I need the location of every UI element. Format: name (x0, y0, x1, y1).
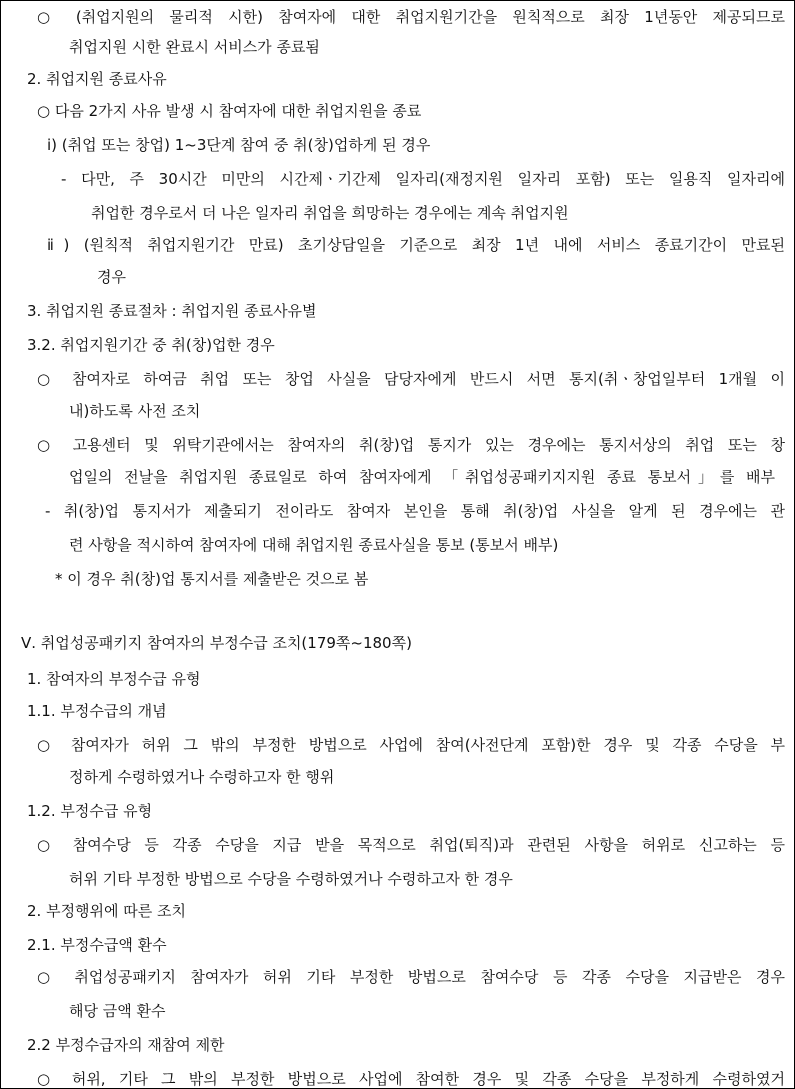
text-line: 허위 기타 부정한 방법으로 수당을 수령하였거나 수령하고자 한 경우 (69, 870, 513, 888)
text-line: ○ 참여자로 하여금 취업 또는 창업 사실을 담당자에게 반드시 서면 통지(취ㆍ창업일부터 1개월 이 (37, 370, 785, 388)
section-heading: 2. 취업지원 종료사유 (27, 70, 167, 88)
text-line: ⅱ) (원칙적 취업지원기간 만료) 초기상담일을 기준으로 최장 1년 내에 서비스 종료기간이 만료된 (47, 236, 785, 254)
text-line: 정하게 수령하였거나 수령하고자 한 행위 (69, 768, 335, 786)
text-line: 경우 (97, 268, 126, 286)
section-heading: 1.1. 부정수급의 개념 (27, 702, 167, 720)
text-line: ○ 참여수당 등 각종 수당을 지급 받을 목적으로 취업(퇴직)과 관련된 사항을 허위로 신고하는 등 (37, 836, 785, 854)
text-line: ○ (취업지원의 물리적 시한) 참여자에 대한 취업지원기간을 원칙적으로 최장 1년동안 제공되므로 (37, 8, 785, 26)
text-line: ⅰ) (취업 또는 창업) 1~3단계 참여 중 취(창)업하게 된 경우 (47, 136, 431, 154)
text-line: 련 사항을 적시하여 참여자에 대해 취업지원 종료사실을 통보 (통보서 배부) (69, 536, 559, 554)
text-line: ○ 고용센터 및 위탁기관에서는 참여자의 취(창)업 통지가 있는 경우에는 통지서상의 취업 또는 창 (37, 436, 785, 454)
text-line: 취업한 경우로서 더 나은 일자리 취업을 희망하는 경우에는 계속 취업지원 (91, 204, 569, 222)
section-heading: 2.2 부정수급자의 재참여 제한 (27, 1036, 225, 1054)
section-heading: 1. 참여자의 부정수급 유형 (27, 670, 201, 688)
text-line: 업일의 전날을 취업지원 종료일로 하여 참여자에게 「취업성공패키지지원 종료 통보서」를 배부 (69, 468, 775, 486)
text-line: 취업지원 시한 완료시 서비스가 종료됨 (69, 38, 320, 56)
text-line: ○ 참여자가 허위 그 밖의 부정한 방법으로 사업에 참여(사전단계 포함)한 경우 및 각종 수당을 부 (37, 736, 785, 754)
text-line: - 다만, 주 30시간 미만의 시간제ㆍ기간제 일자리(재정지원 일자리 포함) 또는 일용직 일자리에 (61, 170, 785, 188)
text-line: ○ 취업성공패키지 참여자가 허위 기타 부정한 방법으로 참여수당 등 각종 수당을 지급받은 경우 (37, 968, 785, 986)
section-heading: 3.2. 취업지원기간 중 취(창)업한 경우 (27, 336, 275, 354)
section-heading: 2. 부정행위에 따른 조치 (27, 902, 187, 920)
section-heading: 1.2. 부정수급 유형 (27, 802, 153, 820)
note-line: * 이 경우 취(창)업 통지서를 제출받은 것으로 봄 (55, 570, 369, 588)
text-line: ○ 허위, 기타 그 밖의 부정한 방법으로 사업에 참여한 경우 및 각종 수당을 부정하게 수령하였거 (37, 1070, 785, 1088)
chapter-heading: Ⅴ. 취업성공패키지 참여자의 부정수급 조치(179쪽~180쪽) (21, 634, 412, 652)
text-line: - 취(창)업 통지서가 제출되기 전이라도 참여자 본인을 통해 취(창)업 사실을 알게 된 경우에는 관 (45, 502, 785, 520)
section-heading: 3. 취업지원 종료절차 : 취업지원 종료사유별 (27, 302, 317, 320)
text-line: ○ 다음 2가지 사유 발생 시 참여자에 대한 취업지원을 종료 (37, 102, 422, 120)
text-line: 내)하도록 사전 조치 (69, 402, 201, 420)
text-line: 해당 금액 환수 (69, 1002, 166, 1020)
section-heading: 2.1. 부정수급액 환수 (27, 936, 167, 954)
